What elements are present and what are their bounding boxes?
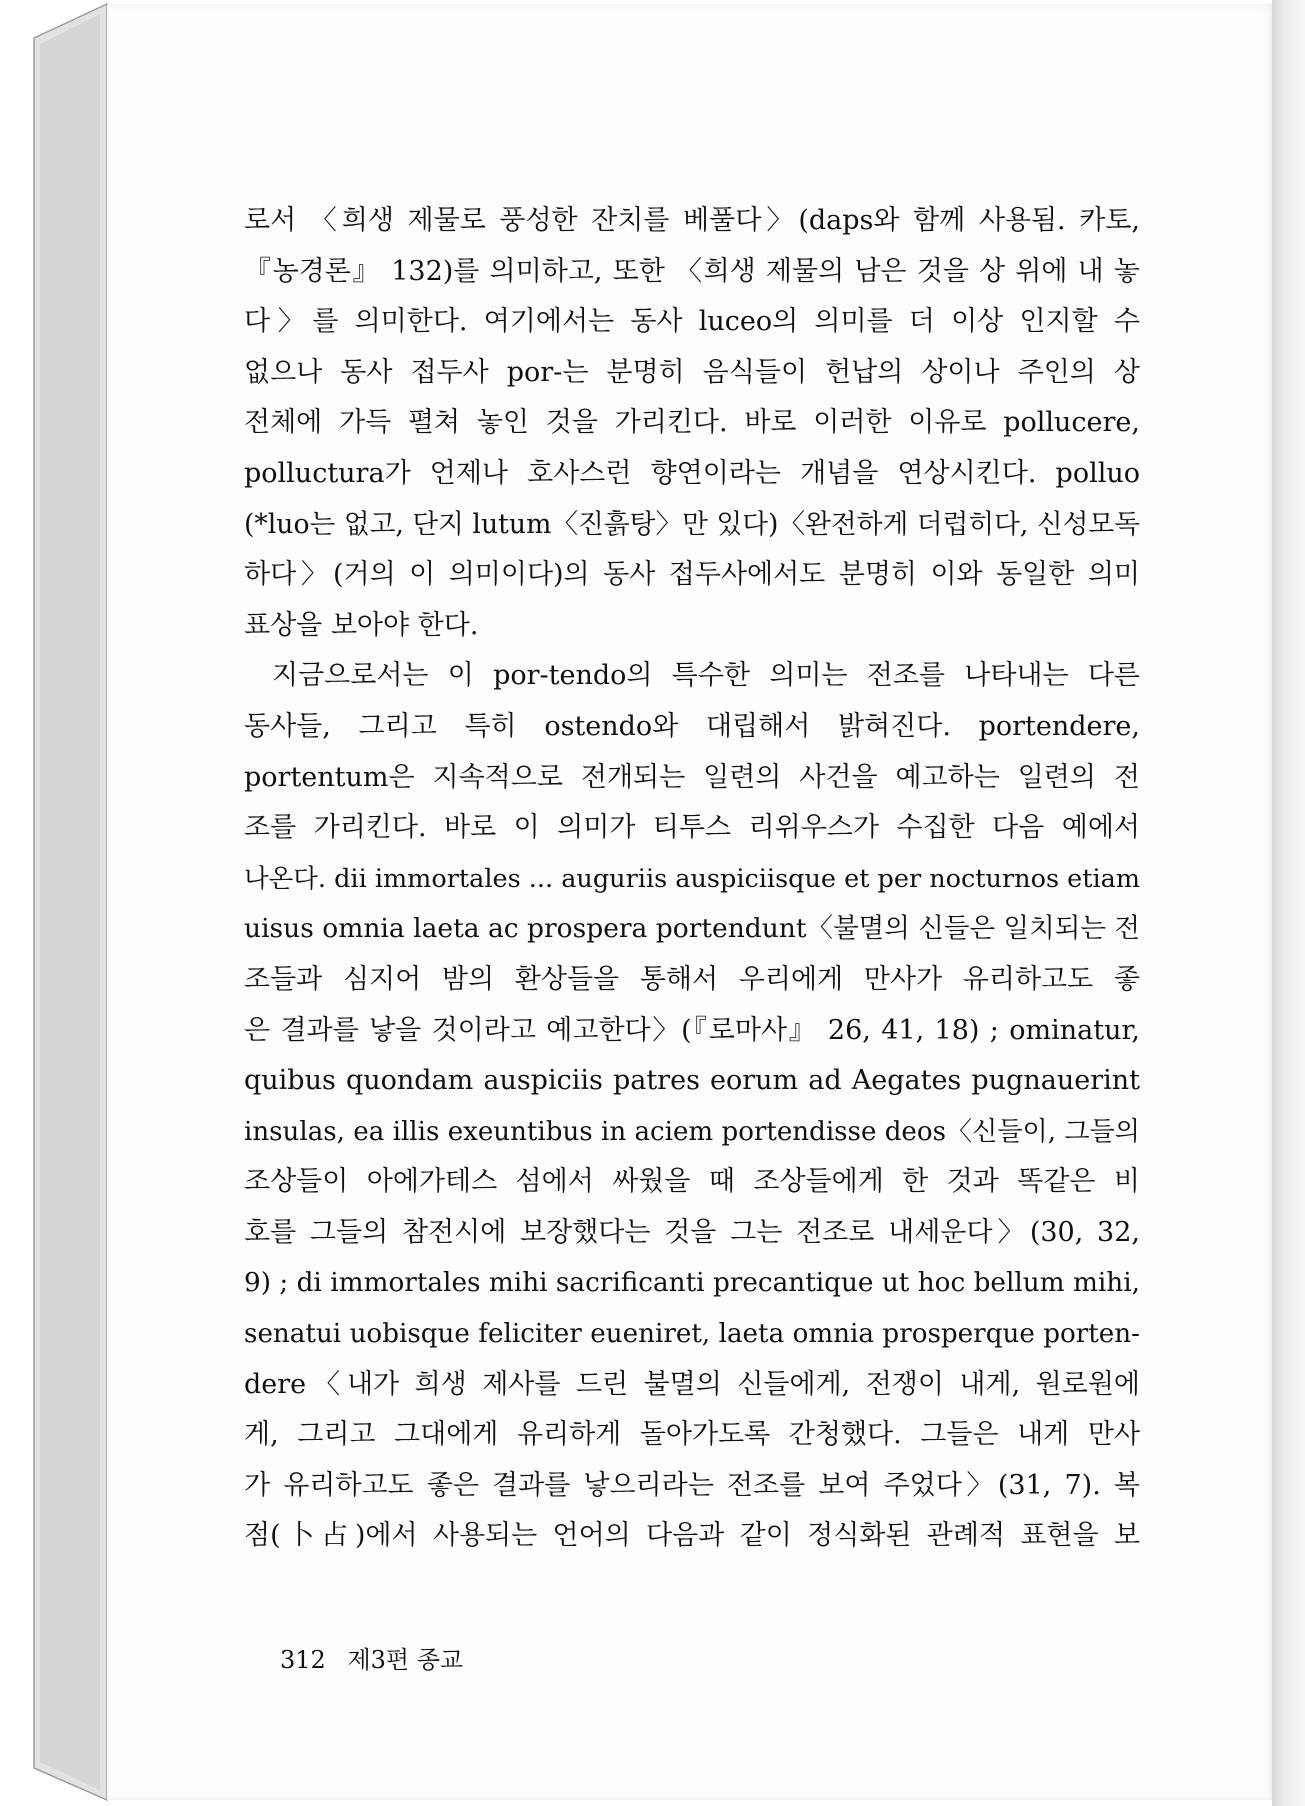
text-line: 은 결과를 낳을 것이라고 예고한다〉(『로마사』 26, 41, 18) ; ominatur,: [244, 1014, 1140, 1046]
text-line: uisus omnia laeta ac prospera portendunt〈불멸의 신들은 일치되는 전: [244, 913, 1140, 945]
text-line: 9) ; di immortales mihi sacrificanti precantique ut hoc bellum mihi,: [244, 1268, 1140, 1299]
page-footer: [280, 1640, 463, 1675]
text-line: quibus quondam auspiciis patres eorum ad Aegates pugnauerint: [244, 1065, 1140, 1097]
page-number: 312: [280, 1646, 326, 1674]
text-line: 없으나 동사 접두사 por-는 분명히 음식들이 헌납의 상이나 주인의 상: [244, 356, 1140, 388]
text-line: 로서 〈희생 제물로 풍성한 잔치를 베풀다〉(daps와 함께 사용됨. 카토,: [244, 205, 1140, 236]
body-text: [244, 196, 1140, 1562]
text-line: 조들과 심지어 밤의 환상들을 통해서 우리에게 만사가 유리하고도 좋: [244, 963, 1140, 995]
text-line: 게, 그리고 그대에게 유리하게 돌아가도록 간청했다. 그들은 내게 만사: [244, 1419, 1140, 1451]
text-line: 지금으로서는 이 por-tendo의 특수한 의미는 전조를 나타내는 다른: [272, 660, 1140, 692]
text-line: 동사들, 그리고 특히 ostendo와 대립해서 밝혀진다. portendere,: [244, 710, 1140, 742]
text-line: (*luo는 없고, 단지 lutum〈진흙탕〉만 있다)〈완전하게 더럽히다, 신성모독: [244, 508, 1140, 540]
text-line: 『농경론』 132)를 의미하고, 또한 〈희생 제물의 남은 것을 상 위에 내 놓: [244, 255, 1140, 287]
text-line: 조를 가리킨다. 바로 이 의미가 티투스 리위우스가 수집한 다음 예에서: [244, 812, 1140, 844]
text-line: 나온다. dii immortales ... auguriis auspiciisque et per nocturnos etiam: [244, 863, 1141, 894]
text-line: 조상들이 아에가테스 섬에서 싸웠을 때 조상들에게 한 것과 똑같은 비: [244, 1166, 1140, 1198]
text-line: 다〉를 의미한다. 여기에서는 동사 luceo의 의미를 더 이상 인지할 수: [244, 306, 1140, 338]
text-line: 전체에 가득 펼쳐 놓인 것을 가리킨다. 바로 이러한 이유로 pollucere,: [244, 407, 1140, 439]
text-line: 점(卜占)에서 사용되는 언어의 다음과 같이 정식화된 관례적 표현을 보: [244, 1520, 1140, 1552]
text-line: senatui uobisque feliciter eueniret, laeta omnia prosperque porten-: [244, 1319, 1140, 1350]
section-title: 제3편 종교: [347, 1646, 464, 1674]
text-line: 가 유리하고도 좋은 결과를 낳으리라는 전조를 보여 주었다〉(31, 7). 복: [244, 1469, 1140, 1501]
text-line: insulas, ea illis exeuntibus in aciem portendisse deos〈신들이, 그들의: [244, 1116, 1140, 1147]
text-line: dere〈내가 희생 제사를 드린 불멸의 신들에게, 전쟁이 내게, 원로원에: [244, 1368, 1140, 1400]
text-line: 호를 그들의 참전시에 보장했다는 것을 그는 전조로 내세운다〉(30, 32,: [244, 1216, 1140, 1248]
text-line: polluctura가 언제나 호사스런 향연이라는 개념을 연상시킨다. polluo: [244, 457, 1140, 489]
text-line: 하다〉(거의 이 의미이다)의 동사 접두사에서도 분명히 이와 동일한 의미: [244, 559, 1140, 591]
page-edge-shadow: [1272, 0, 1305, 1806]
text-line: portentum은 지속적으로 전개되는 일련의 사건을 예고하는 일련의 전: [244, 761, 1140, 793]
text-line: 표상을 보아야 한다.: [244, 609, 479, 641]
